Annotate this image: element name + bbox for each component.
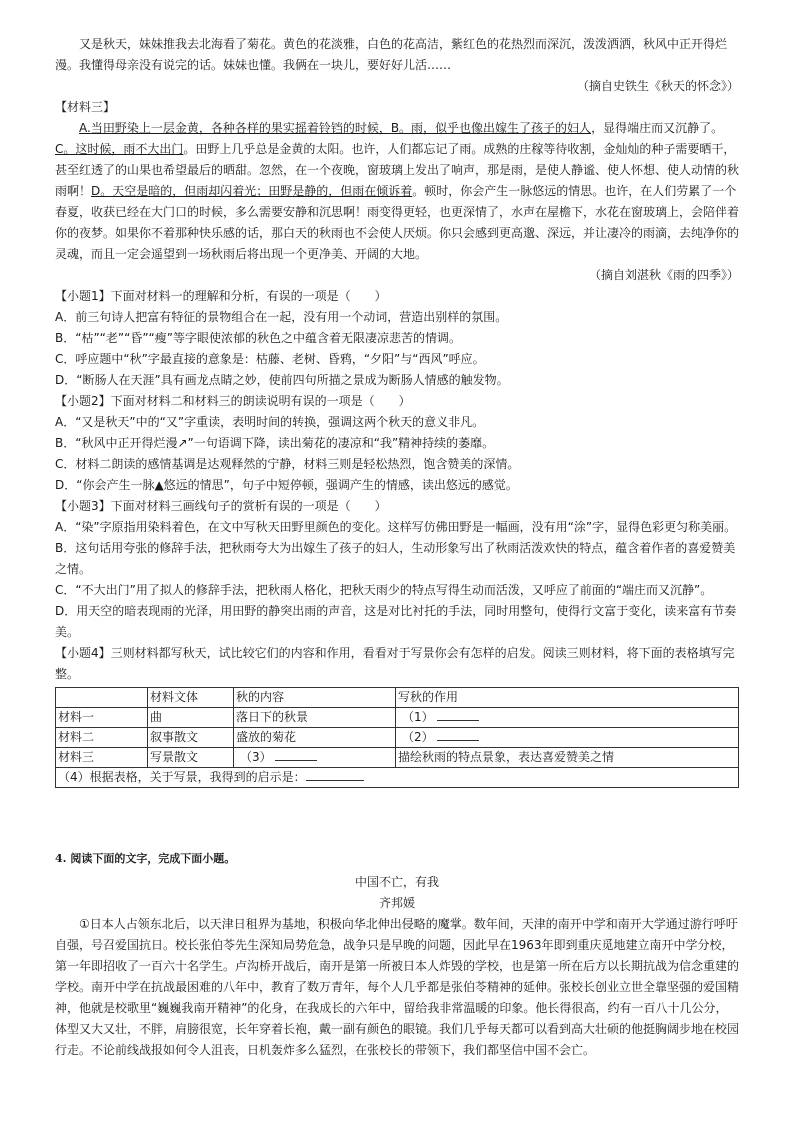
table-header-row	[56, 688, 739, 708]
answer-blank[interactable]	[275, 748, 317, 761]
table-footer-row	[56, 768, 739, 788]
question-1-option: A．前三句诗人把富有特征的景物组合在一起，没有用一个动词，营造出别样的氛围。	[55, 310, 508, 324]
table-cell-genre: 叙事散文	[148, 728, 234, 748]
material-three-text-2: 。田野上几乎总是金黄的太阳。也许，人们都忘记了雨。成熟的庄稼等待收割，金灿灿的种子需要晒干，甚至红透了的山果也希望最后的晒甜。忽然，在一个夜晚，窗玻璃上发出了响声，那是雨，是使人静谧、使人怀想、使人动情的秋雨啊！	[55, 142, 740, 198]
question-2-option: D．“你会产生一脉▲悠远的情思”，句子中短停顿，强调产生的情感，读出悠远的感觉。	[55, 478, 518, 492]
material-three-text-3: 。顿时，你会产生一脉悠远的情思。也许，在人们劳累了一个春夏，收获已经在大门口的时候，多么需要安静和沉思啊！雨变得更轻，也更深情了，水声在屋檐下，水花在窗玻璃上，会陪伴着你的夜梦。如果你不着那种快乐感的话，那白天的秋雨也不会使人厌烦。你只会感到更高邈、深远，并让凄冷的雨滴，去纯净你的灵魂，而且一定会遥望到一场秋雨后将出现一个更净美、开阔的大地。	[55, 184, 740, 261]
article-paragraph-1: ①日本人占领东北后，以天津日租界为基地，积极向华北伸出侵略的魔掌。数年间，天津的南开中学和南开大学通过游行呼吁自强，号召爱国抗日。校长张伯苓先生深知局势危急，战争只是早晚的问题，因此早在1963年即到重庆觅地建立南开中学分校，第一年即招收了一百六十名学生。卢沟桥开战后，南开是第一所被日本人炸毁的学校，也是第一所在后方以长期抗战为信念重建的学校。南开中学在抗战最困难的八年中，教育了数万青年，每个人几乎都是张伯苓精神的延伸。张校长创业立世全靠坚强的爱国精神，他就是校歌里“巍巍我南开精神”的化身，在我成长的六年中，留给我非常温暖的印象。他长得很高，约有一百八十几公分，体型又大又壮，不胖，肩膀很宽，长年穿着长袍，戴一副有颜色的眼镜。我们几乎每天都可以看到高大壮硕的他挺胸阔步地在校园行走。不论前线战报如何令人沮丧，日机轰炸多么猛烈，在张校长的带领下，我们都坚信中国不会亡。	[55, 917, 740, 1057]
underlined-sentence-b: B。雨，似乎也像出嫁生了孩子的妇人	[390, 121, 592, 135]
table-cell-material: 材料一	[56, 708, 148, 728]
blank-label: （2）	[402, 730, 434, 744]
table-cell-genre: 曲	[148, 708, 234, 728]
question-4-stem: 【小题4】三则材料都写秋天，试比较它们的内容和作用，看看对于写景你会有怎样的启发。阅读三则材料，将下面的表格填写完整。	[55, 646, 735, 681]
table-cell-material: 材料二	[56, 728, 148, 748]
underlined-sentence-d: D。天空是暗的，但雨却闪着光；田野是静的，但雨在倾诉着	[91, 184, 413, 198]
table-cell-content: 落日下的秋景	[234, 708, 396, 728]
material-three-source: （摘自刘湛秋《雨的四季》）	[588, 268, 739, 282]
material-two-paragraph: 又是秋天，妹妹推我去北海看了菊花。黄色的花淡雅，白色的花高洁，紫红色的花热烈而深沉，泼泼洒洒，秋风中正开得烂漫。我懂得母亲没有说完的话。妹妹也懂。我俩在一块儿，要好好儿活……	[55, 37, 728, 72]
table-footer-cell[interactable]	[56, 768, 739, 788]
article-title: 中国不亡，有我	[354, 875, 439, 889]
answer-blank[interactable]	[437, 708, 479, 721]
blank-label: （3）	[240, 750, 272, 764]
article	[55, 872, 739, 1061]
worksheet-page	[55, 34, 739, 788]
footer-prompt: （4）根据表格，关于写景，我得到的启示是：	[58, 770, 306, 784]
material-three-paragraph	[55, 118, 739, 265]
question-2-option: B．“秋风中正开得烂漫↗”一句语调下降，读出菊花的凄凉和“我”精神持续的萎靡。	[55, 436, 495, 450]
material-three-label: 【材料三】	[55, 100, 116, 114]
table-row	[56, 708, 739, 728]
question-3-option: B．这句话用夸张的修辞手法，把秋雨夸大为出嫁生了孩子的妇人，生动形象写出了秋雨活泼欢快的特点，蕴含着作者的喜爱赞美之情。	[55, 541, 736, 576]
table-cell-genre: 写景散文	[148, 748, 234, 768]
answer-blank[interactable]	[306, 768, 364, 781]
table-cell-material: 材料三	[56, 748, 148, 768]
table-row	[56, 748, 739, 768]
question-3-option: D．用天空的暗表现雨的光泽，用田野的静突出雨的声音，这是对比衬托的手法，同时用整句，使得行文富于变化，读来富有节奏美。	[55, 604, 737, 639]
material-three-text-1: ，显得端庄而又沉静了。	[591, 121, 724, 135]
question-1-stem: 【小题1】下面对材料一的理解和分析，有误的一项是（ ）	[55, 289, 387, 303]
table-row	[56, 728, 739, 748]
answer-table	[55, 687, 739, 788]
question-2-option: A．“又是秋天”中的“又”字重读，表明时间的转换，强调这两个秋天的意义非凡。	[55, 415, 485, 429]
question-2-option: C．材料二朗读的感情基调是达观释然的宁静，材料三则是轻松热烈，饱含赞美的深情。	[55, 457, 520, 471]
question-1-option: B．“枯”“老”“昏”“瘦”等字眼使浓郁的秋色之中蕴含着无限凄凉悲苦的情调。	[55, 331, 461, 345]
table-header-cell: 写秋的作用	[396, 688, 739, 708]
table-cell-effect: 描绘秋雨的特点景象，表达喜爱赞美之情	[396, 748, 739, 768]
table-header-cell: 材料文体	[148, 688, 234, 708]
table-cell-content: 盛放的菊花	[234, 728, 396, 748]
section-4-instruction: 4. 阅读下面的文字，完成下面小题。	[55, 852, 236, 865]
blank-label: （1）	[402, 710, 434, 724]
article-author: 齐邦媛	[378, 896, 415, 910]
underlined-sentence-c: C。这时候，雨不大出门	[55, 142, 184, 156]
material-two-source: （摘自史铁生《秋天的怀念》）	[576, 79, 739, 93]
question-3-option: C．“不大出门”用了拟人的修辞手法，把秋雨人格化，把秋天雨少的特点写得生动而活泼，又呼应了前面的“端庄而又沉静”。	[55, 583, 713, 597]
table-header-cell	[56, 688, 148, 708]
question-2-stem: 【小题2】下面对材料二和材料三的朗读说明有误的一项是（ ）	[55, 394, 411, 408]
table-cell-effect-blank[interactable]	[396, 708, 739, 728]
underlined-sentence-a: A.当田野染上一层金黄，各种各样的果实摇着铃铛的时候，	[79, 121, 391, 135]
table-cell-content-blank[interactable]	[234, 748, 396, 768]
question-1-option: D．“断肠人在天涯”具有画龙点睛之妙，使前四句所描之景成为断肠人情感的触发物。	[55, 373, 509, 387]
question-3-option: A．“染”字原指用染料着色，在文中写秋天田野里颜色的变化。这样写仿佛田野是一幅画，没有用“涂”字，显得色彩更匀称美丽。	[55, 520, 737, 534]
answer-blank[interactable]	[437, 728, 479, 741]
table-cell-effect-blank[interactable]	[396, 728, 739, 748]
question-3-stem: 【小题3】下面对材料三画线句子的赏析有误的一项是（ ）	[55, 499, 387, 513]
question-1-option: C．呼应题中“秋”字最直接的意象是：枯藤、老树、昏鸦，“夕阳”与“西风”呼应。	[55, 352, 485, 366]
table-header-cell: 秋的内容	[234, 688, 396, 708]
